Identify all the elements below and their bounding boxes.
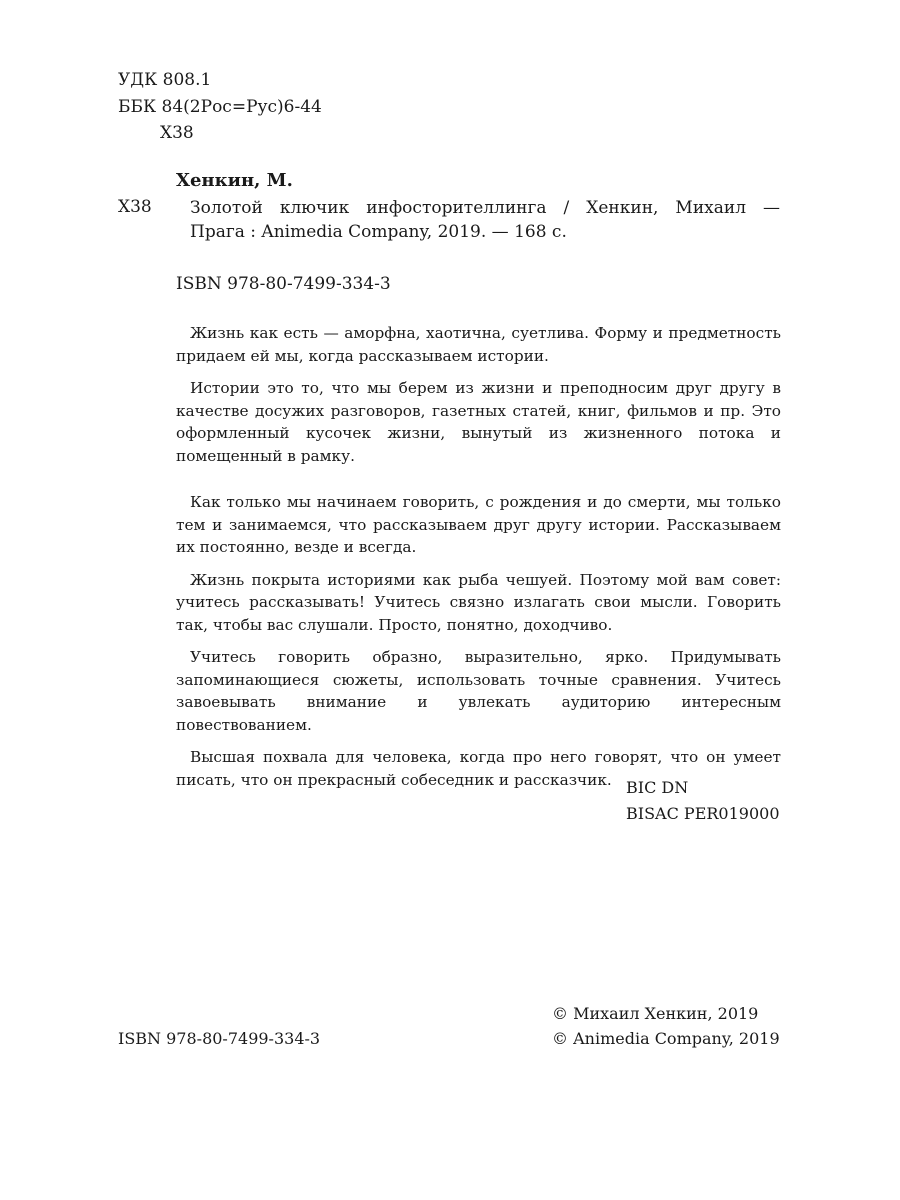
bisac-code: BISAC PER019000 bbox=[626, 804, 780, 823]
annotation-paragraph: Учитесь говорить образно, выразительно, ярко. Придумывать запоминающиеся сюжеты, использовать точные сравнения. Учитесь завоевывать внимание и увлекать аудиторию интересным повествованием. bbox=[176, 648, 781, 734]
annotation-paragraph: Истории это то, что мы берем из жизни и преподносим друг другу в качестве досужих разговоров, газетных статей, книг, фильмов и пр. Это оформленный кусочек жизни, вынутый из жизненного потока и помещенный в рамку. bbox=[176, 379, 781, 465]
bic-code: BIC DN bbox=[626, 778, 689, 797]
copyright-block bbox=[552, 1001, 780, 1051]
annotation-paragraph: Жизнь как есть — аморфна, хаотична, суетлива. Форму и предметность придаем ей мы, когда рассказываем истории. bbox=[176, 324, 781, 365]
copyright-author: © Михаил Хенкин, 2019 bbox=[552, 1004, 759, 1023]
udk-code: УДК 808.1 bbox=[118, 70, 212, 90]
isbn-top: ISBN 978-80-7499-334-3 bbox=[176, 274, 391, 294]
bbk-code: ББК 84(2Рос=Рус)6-44 bbox=[118, 97, 322, 117]
author-sign: Х38 bbox=[160, 123, 194, 143]
author-code: Х38 bbox=[118, 197, 152, 217]
subject-codes bbox=[626, 775, 780, 827]
bibliographic-description bbox=[190, 196, 780, 244]
bibliographic-line-2: Прага : Animedia Company, 2019. — 168 с. bbox=[190, 222, 567, 242]
author-heading: Хенкин, М. bbox=[176, 170, 293, 191]
annotation-paragraph: Как только мы начинаем говорить, с рождения и до смерти, мы только тем и занимаемся, что рассказываем друг другу истории. Рассказываем их постоянно, везде и всегда. bbox=[176, 493, 781, 556]
annotation bbox=[176, 322, 781, 791]
annotation-paragraph: Жизнь покрыта историями как рыба чешуей. Поэтому мой вам совет: учитесь рассказывать! Учитесь связно излагать свои мысли. Говорить так, чтобы вас слушали. Просто, понятно, доходчиво. bbox=[176, 570, 781, 634]
copyright-publisher: © Animedia Company, 2019 bbox=[552, 1029, 780, 1048]
isbn-bottom: ISBN 978-80-7499-334-3 bbox=[118, 1029, 321, 1048]
annotation-paragraph: Высшая похвала для человека, когда про него говорят, что он умеет писать, что он прекрасный собеседник и рассказчик. bbox=[176, 748, 781, 789]
bibliographic-line-1: Золотой ключик инфосторителлинга / Хенкин, Михаил — bbox=[190, 198, 780, 218]
